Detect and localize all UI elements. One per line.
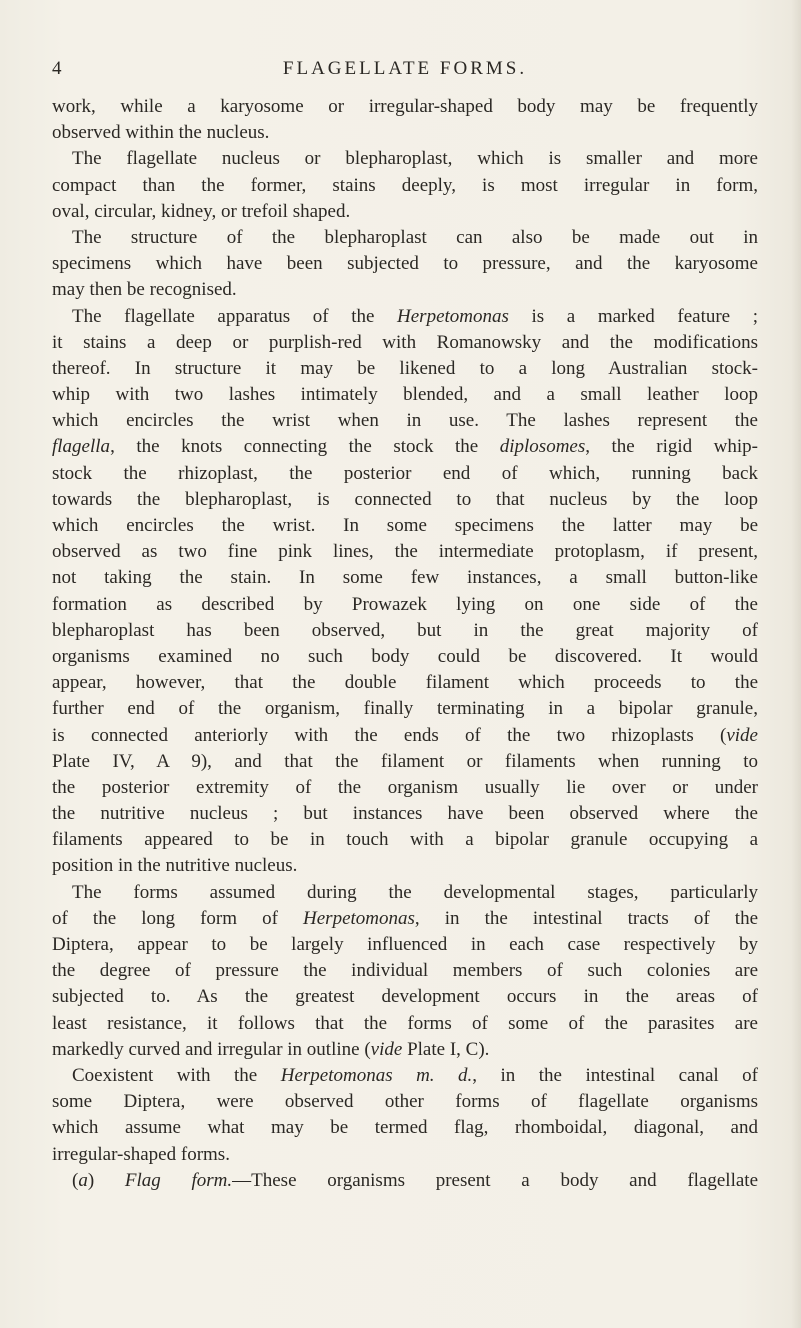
- text-line: [52, 775, 758, 801]
- text-line: [52, 251, 758, 277]
- text-run: whip with two lashes intimately blended, and a small leather loop: [52, 384, 758, 406]
- text-run: Diptera, appear to be largely influenced in each case respectively by: [52, 934, 758, 955]
- text-run: blepharoplast has been observed, but in the great majority of: [52, 619, 758, 641]
- text-run: position in the nutritive nucleus.: [52, 855, 298, 877]
- text-line: [52, 696, 758, 722]
- body-text: [52, 94, 758, 1194]
- text-line: [52, 1142, 758, 1168]
- text-line: [52, 1115, 758, 1141]
- text-line: [52, 173, 758, 199]
- text-run: filaments appeared to be in touch with a bipolar granule occupying a: [52, 829, 758, 851]
- text-run: The flagellate apparatus of the: [72, 305, 398, 327]
- text-run: , in the intestinal tracts of the: [414, 907, 758, 929]
- text-line: [52, 592, 758, 618]
- italic-text: Flag form.: [124, 1169, 233, 1191]
- text-line: [52, 461, 758, 487]
- italic-text: diplosomes: [499, 436, 586, 458]
- text-line: [52, 644, 758, 670]
- italic-text: vide: [726, 724, 758, 746]
- text-line: [52, 146, 758, 172]
- text-run: , the rigid whip-: [585, 436, 758, 458]
- text-run: Coexistent with the: [72, 1064, 281, 1086]
- text-run: Plate IV, A 9), and that the filament or filaments when running to: [52, 750, 758, 772]
- text-line: [52, 670, 758, 696]
- text-line: [52, 880, 758, 906]
- text-run: which encircles the wrist when in use. The lashes represent the: [52, 410, 758, 432]
- text-run: appear, however, that the double filament which proceeds to the: [52, 672, 758, 694]
- text-run: some Diptera, were observed other forms of flagellate organisms: [52, 1091, 758, 1113]
- text-line: [52, 539, 758, 565]
- text-run: work, while a karyosome or irregular-shaped body may be frequently: [52, 96, 758, 117]
- italic-text: vide: [370, 1038, 403, 1060]
- text-run: —These organisms present a body and flagellate: [232, 1169, 759, 1191]
- text-line: [52, 827, 758, 853]
- text-line: [52, 932, 758, 958]
- text-line: [52, 723, 758, 749]
- text-run: towards the blepharoplast, is connected to that nucleus by the loop: [52, 488, 758, 510]
- text-line: [52, 618, 758, 644]
- text-run: not taking the stain. In some few instances, a small button-like: [52, 567, 758, 589]
- text-run: formation as described by Prowazek lying on one side of the: [52, 593, 758, 615]
- italic-text: Herpetomonas: [397, 305, 509, 327]
- text-line: [52, 513, 758, 539]
- text-line: [52, 120, 758, 146]
- text-line: [52, 1063, 758, 1089]
- text-line: [52, 487, 758, 513]
- text-run: observed within the nucleus.: [52, 122, 270, 144]
- text-run: The forms assumed during the developmental stages, particularly: [72, 881, 758, 903]
- italic-text: flagella: [52, 436, 111, 458]
- text-run: oval, circular, kidney, or trefoil shaped.: [52, 200, 351, 222]
- text-run: The flagellate nucleus or blepharoplast, which is smaller and more: [72, 148, 758, 170]
- text-run: further end of the organism, finally terminating in a bipolar granule,: [52, 698, 758, 720]
- text-run: The structure of the blepharoplast can also be made out in: [72, 226, 758, 248]
- italic-text: a: [78, 1169, 88, 1191]
- text-run: specimens which have been subjected to pressure, and the karyosome: [52, 253, 758, 275]
- text-line: [52, 1011, 758, 1037]
- text-run: the posterior extremity of the organism usually lie over or under: [52, 776, 758, 798]
- text-run: Plate I, C).: [402, 1038, 490, 1060]
- text-run: , the knots connecting the stock the: [110, 436, 500, 458]
- text-run: (: [72, 1169, 79, 1191]
- text-run: the nutritive nucleus ; but instances have been observed where the: [52, 803, 758, 825]
- page-edge-shadow: [791, 0, 801, 1328]
- italic-text: Herpetomonas m. d.: [280, 1064, 473, 1086]
- text-line: [52, 1037, 758, 1063]
- text-run: stock the rhizoplast, the posterior end of which, running back: [52, 462, 758, 484]
- text-run: is connected anteriorly with the ends of the two rhizoplasts (: [52, 724, 727, 746]
- text-run: may then be recognised.: [52, 279, 237, 301]
- text-line: [52, 853, 758, 879]
- text-run: subjected to. As the greatest development occurs in the areas of: [52, 986, 758, 1008]
- text-line: [52, 304, 758, 330]
- italic-text: Herpetomonas: [303, 907, 415, 929]
- running-head-title: FLAGELLATE FORMS.: [282, 58, 528, 79]
- text-run: which encircles the wrist. In some specimens the latter may be: [52, 515, 758, 536]
- running-head: [52, 58, 758, 84]
- text-line: [52, 382, 758, 408]
- text-line: [52, 749, 758, 775]
- text-line: [52, 330, 758, 356]
- text-run: thereof. In structure it may be likened to a long Australian stock-: [52, 357, 758, 379]
- text-run: ): [87, 1169, 125, 1191]
- text-run: compact than the former, stains deeply, is most irregular in form,: [52, 174, 758, 196]
- text-run: which assume what may be termed flag, rhomboidal, diagonal, and: [52, 1117, 758, 1139]
- text-line: [52, 199, 758, 225]
- text-run: organisms examined no such body could be discovered. It would: [52, 645, 758, 667]
- page-number: 4: [52, 58, 63, 79]
- text-run: of the long form of: [52, 907, 304, 929]
- text-line: [52, 1089, 758, 1115]
- text-line: [52, 225, 758, 251]
- text-run: least resistance, it follows that the forms of some of the parasites are: [52, 1012, 758, 1034]
- text-line: [52, 408, 758, 434]
- text-line: [52, 984, 758, 1010]
- text-line: [52, 277, 758, 303]
- text-line: [52, 906, 758, 932]
- text-line: [52, 434, 758, 460]
- text-line: [52, 94, 758, 120]
- text-run: markedly curved and irregular in outline (: [52, 1038, 371, 1060]
- text-line: [52, 958, 758, 984]
- text-run: , in the intestinal canal of: [472, 1064, 758, 1086]
- text-line: [52, 565, 758, 591]
- text-run: observed as two fine pink lines, the intermediate protoplasm, if present,: [52, 541, 758, 563]
- text-run: the degree of pressure the individual members of such colonies are: [52, 960, 758, 982]
- text-run: it stains a deep or purplish-red with Romanowsky and the modifications: [52, 331, 758, 353]
- text-line: [52, 1168, 758, 1194]
- text-run: irregular-shaped forms.: [52, 1143, 230, 1165]
- text-run: is a marked feature ;: [508, 305, 758, 327]
- text-line: [52, 356, 758, 382]
- text-line: [52, 801, 758, 827]
